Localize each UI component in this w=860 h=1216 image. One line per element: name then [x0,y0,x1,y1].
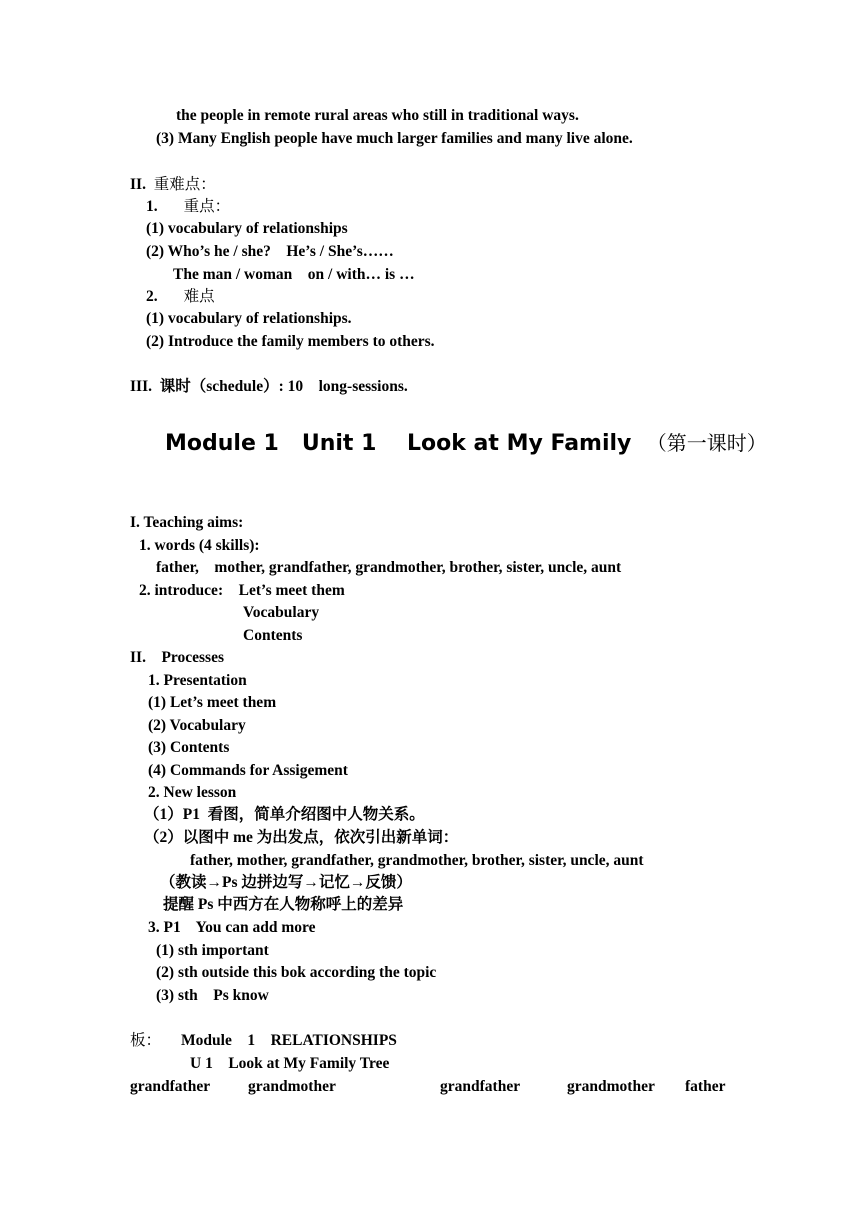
lesson-title-sub: （第一课时） [646,431,767,455]
intro-line-2: (3) Many English people have much larger families and many live alone. [156,130,633,147]
p1-item-2: (2) sth outside this bok according the topic [156,964,437,981]
new-lesson-item-2: （2）以图中 me 为出发点，依次引出新单词： [144,829,459,846]
tree-word-5: father [685,1078,726,1095]
lesson-title-main: Module 1 Unit 1 Look at My Family [165,431,632,456]
aims-introduce-item-2: Contents [243,627,303,644]
presentation-item-4: (4) Commands for Assigement [148,762,348,779]
board-module: Module 1 RELATIONSHIPS [181,1032,397,1049]
difficult-points-label: 难点 [183,287,215,305]
board-line [130,1030,397,1051]
section2-title: 重难点： [153,175,216,193]
difficult-point-item-2: (2) Introduce the family members to others. [146,333,435,350]
p1-label: 3. P1 You can add more [148,919,316,936]
aims-heading: I. Teaching aims: [130,514,244,531]
key-point-item-1: (1) vocabulary of relationships [146,220,348,237]
new-lesson-item-3: father, mother, grandfather, grandmother, brother, sister, uncle, aunt [190,852,644,869]
p1-item-3: (3) sth Ps know [156,987,269,1004]
presentation-item-3: (3) Contents [148,739,230,756]
board-label: 板： [130,1031,162,1049]
tree-word-3: grandfather [440,1078,521,1095]
section3-label: 课时（schedule）: 10 long-sessions. [159,378,408,395]
aims-introduce-item-1: Vocabulary [243,604,320,621]
aims-words-list: father, mother, grandfather, grandmother, brother, sister, uncle, aunt [156,559,622,576]
section2-heading [130,174,216,195]
difficult-points-num: 2. [146,288,158,305]
tree-word-1: grandfather [130,1078,211,1095]
presentation-item-1: (1) Let’s meet them [148,694,277,711]
difficult-point-item-1: (1) vocabulary of relationships. [146,310,352,327]
intro-line-1: the people in remote rural areas who still in traditional ways. [176,107,579,124]
key-point-item-2: (2) Who’s he / she? He’s / She’s…… [146,243,394,260]
aims-words-label: 1. words (4 skills): [139,537,260,554]
section2-num: II. [130,176,146,193]
aims-introduce-label: 2. introduce: Let’s meet them [139,582,345,599]
new-lesson-item-4: （教读→Ps 边拼边写→记忆→反馈） [160,874,412,891]
lesson-title [165,428,767,459]
new-lesson-item-5: 提醒 Ps 中西方在人物称呼上的差异 [163,896,404,913]
board-unit: U 1 Look at My Family Tree [190,1055,390,1072]
presentation-label: 1. Presentation [148,672,247,689]
section3-line [130,377,408,397]
key-point-item-3: The man / woman on / with… is … [173,266,415,283]
difficult-points-heading [146,286,215,307]
p1-item-1: (1) sth important [156,942,269,959]
new-lesson-label: 2. New lesson [148,784,237,801]
presentation-item-2: (2) Vocabulary [148,717,246,734]
tree-word-4: grandmother [567,1078,655,1095]
tree-word-2: grandmother [248,1078,336,1095]
new-lesson-item-1: （1）P1 看图，简单介绍图中人物关系。 [144,806,425,823]
processes-heading: II. Processes [130,649,224,666]
key-points-num: 1. [146,198,158,215]
key-points-heading [146,196,230,217]
key-points-label: 重点： [183,197,231,215]
section3-num: III. [130,378,152,395]
